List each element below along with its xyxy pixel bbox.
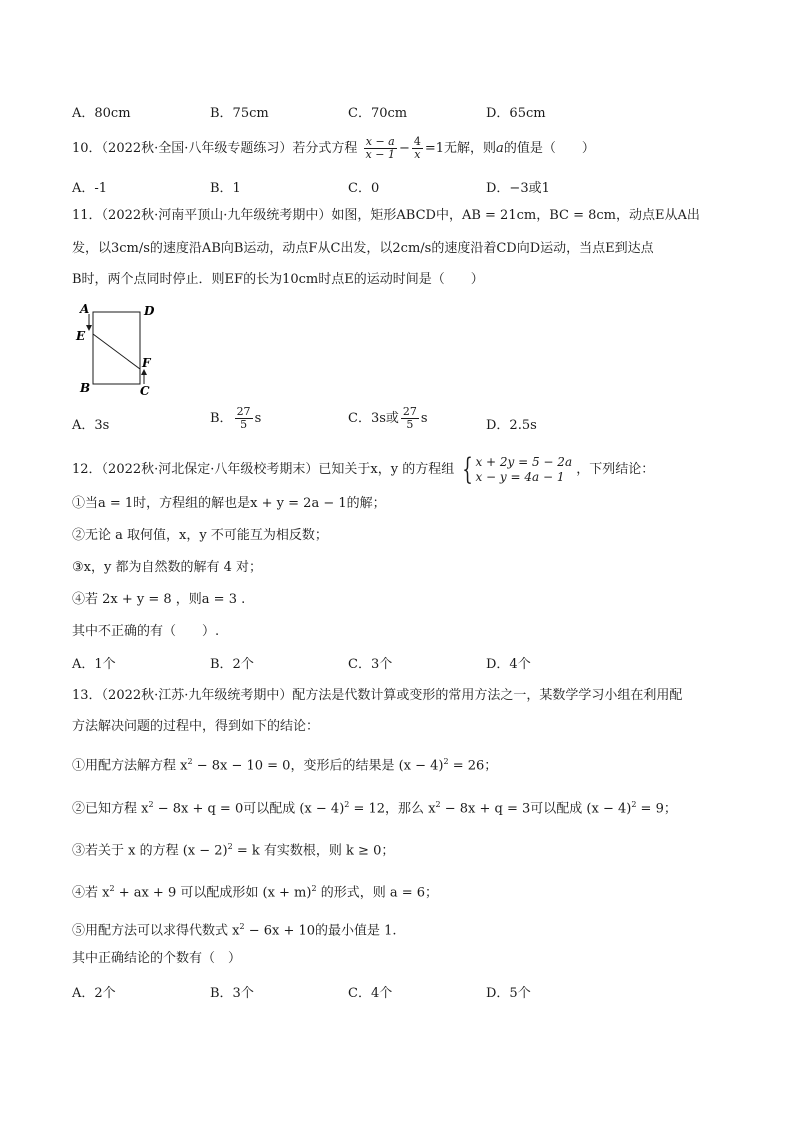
arrow-down-head — [86, 325, 92, 331]
q13-statement-1 — [72, 752, 497, 776]
q12-option-a[interactable]: A．1个 — [72, 657, 116, 672]
q13-s2-part-a: ②已知方程 x — [72, 801, 149, 817]
q10-prefix: 10．（2022秋·全国·八年级专题练习）若分式方程 — [72, 141, 358, 156]
label-f: F — [142, 356, 151, 370]
q11-option-b-unit: s — [254, 411, 262, 426]
q13-s2-part-b: − 8x + q = 0可以配成 (x − 4) — [153, 801, 345, 817]
q10-frac2-den: x — [414, 148, 421, 161]
q11-option-c-label: C．3s或 — [348, 411, 399, 426]
q9-option-a[interactable]: A．80cm — [72, 106, 131, 121]
q13-s5-sup-1: 2 — [239, 922, 245, 931]
q10-option-a[interactable]: A．-1 — [72, 181, 108, 196]
rectangle-abcd — [93, 312, 140, 384]
q9-option-b[interactable]: B．75cm — [210, 106, 269, 121]
q13-statement-3 — [72, 837, 394, 861]
q13-s2-part-e: = 9； — [636, 801, 677, 817]
q13-question: 其中正确结论的个数有（ ） — [72, 951, 242, 966]
q11-line-3: B时，两个点同时停止．则EF的长为10cm时点E的运动时间是（ ） — [72, 272, 484, 287]
q13-s1-part-c: = 26； — [448, 758, 498, 774]
q13-option-c[interactable]: C．4个 — [348, 986, 393, 1001]
q12-question: 其中不正确的有（ ）. — [72, 624, 220, 639]
q12-statement-4: ④若 2x + y = 8 ，则a = 3 . — [72, 592, 246, 607]
q9-option-d[interactable]: D．65cm — [486, 106, 546, 121]
q13-s4-part-c: 的形式，则 a = 6； — [316, 885, 439, 901]
q11-option-c-den: 5 — [406, 418, 414, 431]
q13-s3-part-a: ③若关于 x 的方程 (x − 2) — [72, 843, 228, 859]
q11-option-c-unit: s — [420, 411, 428, 426]
q13-s5-part-b: − 6x + 10的最小值是 1. — [244, 923, 397, 939]
q13-option-a[interactable]: A．2个 — [72, 986, 116, 1001]
q13-s4-sup-1: 2 — [109, 884, 115, 893]
label-d: D — [144, 304, 155, 318]
q10-end: 的值是（ ） — [503, 141, 595, 156]
q10-fraction-2 — [412, 136, 423, 161]
q10-frac2-num: 4 — [413, 135, 421, 148]
q13-s3-part-b: = k 有实数根，则 k ≥ 0； — [232, 843, 395, 859]
q12-option-d[interactable]: D．4个 — [486, 657, 531, 672]
q11-line-2: 发，以3cm/s的速度沿AB向B运动，动点F从C出发，以2cm/s的速度沿着CD向D运动，当点E到达点 — [72, 241, 654, 256]
q11-option-b-den: 5 — [240, 418, 248, 431]
q12-eq2: x − y = 4a − 1 — [475, 469, 565, 484]
q11-line-1: 11．（2022秋·河南平顶山·九年级统考期中）如图，矩形ABCD中，AB = 21cm，BC = 8cm，动点E从A出 — [72, 208, 700, 223]
q13-s4-part-b: + ax + 9 可以配成形如 (x + m) — [114, 885, 312, 901]
q10-option-b[interactable]: B．1 — [210, 181, 241, 196]
q12-equation-system — [458, 451, 573, 487]
q13-s1-part-a: ①用配方法解方程 x — [72, 758, 188, 774]
q13-line-2: 方法解决问题的过程中，得到如下的结论： — [72, 719, 320, 734]
label-b: B — [80, 381, 91, 395]
q10-stem — [72, 136, 595, 161]
q12-suffix: ，下列结论： — [576, 462, 655, 477]
q11-option-b[interactable] — [210, 406, 261, 431]
q13-s1-sup-1: 2 — [187, 757, 193, 766]
q10-minus: − — [398, 141, 410, 156]
q12-option-c[interactable]: C．3个 — [348, 657, 393, 672]
q13-option-d[interactable]: D．5个 — [486, 986, 531, 1001]
q13-s2-part-c: = 12，那么 x — [349, 801, 436, 817]
q11-option-c[interactable] — [348, 406, 428, 431]
q13-option-b[interactable]: B．3个 — [210, 986, 254, 1001]
q11-option-b-label: B． — [210, 411, 233, 426]
q13-s1-part-b: − 8x − 10 = 0，变形后的结果是 (x − 4) — [192, 758, 444, 774]
q13-s4-sup-2: 2 — [311, 884, 317, 893]
q12-statement-2: ②无论 a 取何值，x，y 不可能互为相反数； — [72, 528, 328, 543]
q12-statement-3: ③x，y 都为自然数的解有 4 对； — [72, 560, 262, 575]
q13-s2-sup-4: 2 — [631, 800, 637, 809]
q13-s2-sup-2: 2 — [344, 800, 350, 809]
q13-s1-sup-2: 2 — [443, 757, 449, 766]
q12-eq1: x + 2y = 5 − 2a — [475, 454, 573, 469]
q10-var: a — [496, 141, 504, 156]
label-e: E — [76, 329, 86, 343]
q10-frac1-num: x − a — [365, 135, 395, 148]
q11-option-b-fraction — [235, 406, 253, 431]
q10-option-d[interactable]: D．−3或1 — [486, 181, 550, 196]
q13-statement-5 — [72, 917, 397, 941]
q13-line-1: 13．（2022秋·江苏·九年级统考期中）配方法是代数计算或变形的常用方法之一，某数学学习小组在利用配 — [72, 688, 683, 703]
q10-suffix: =1无解，则 — [424, 141, 497, 156]
q13-s2-sup-1: 2 — [148, 800, 154, 809]
q10-option-c[interactable]: C．0 — [348, 181, 380, 196]
q12-statement-1: ①当a = 1时，方程组的解也是x + y = 2a − 1的解； — [72, 496, 386, 511]
segment-ef — [93, 334, 140, 369]
q12-prefix: 12．（2022秋·河北保定·八年级校考期末）已知关于x，y 的方程组 — [72, 462, 455, 477]
q9-option-c[interactable]: C．70cm — [348, 106, 408, 121]
q11-option-b-num: 27 — [236, 405, 251, 418]
q13-s2-part-d: − 8x + q = 3可以配成 (x − 4) — [440, 801, 632, 817]
q13-s5-part-a: ⑤用配方法可以求得代数式 x — [72, 923, 240, 939]
q12-option-b[interactable]: B．2个 — [210, 657, 254, 672]
q11-option-d[interactable]: D．2.5s — [486, 418, 537, 433]
label-c: C — [140, 384, 150, 398]
q12-stem — [72, 452, 654, 488]
q11-rectangle-figure — [74, 300, 164, 400]
q13-s2-sup-3: 2 — [435, 800, 441, 809]
q13-statement-2 — [72, 795, 677, 819]
q12-brace: { — [462, 451, 474, 487]
q13-s4-part-a: ④若 x — [72, 885, 110, 901]
q11-option-c-fraction — [401, 406, 419, 431]
q10-fraction-1 — [364, 136, 397, 161]
q13-s3-sup-1: 2 — [227, 842, 233, 851]
q11-option-c-num: 27 — [402, 405, 417, 418]
q13-statement-4 — [72, 879, 438, 903]
q10-frac1-den: x − 1 — [365, 148, 395, 161]
q11-option-a[interactable]: A．3s — [72, 418, 110, 433]
label-a: A — [80, 302, 90, 316]
